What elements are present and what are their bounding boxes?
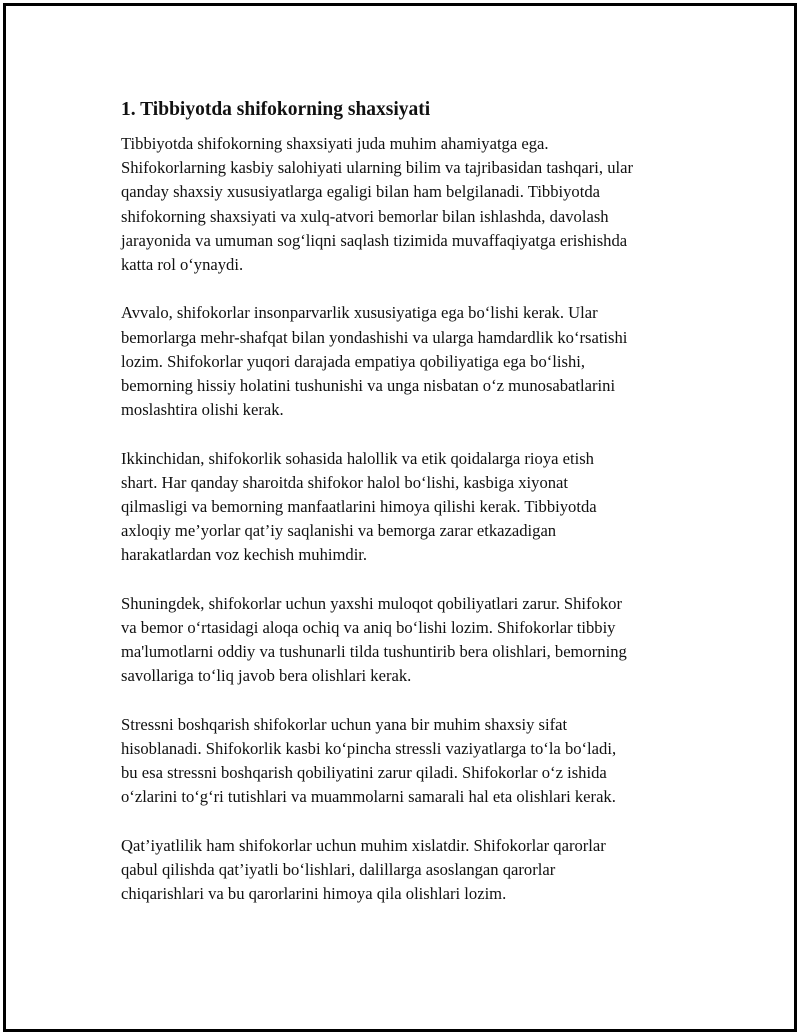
paragraph-humanism xyxy=(121,301,701,422)
text-line: bemorlarga mehr-shafqat bilan yondashishi va ularga hamdardlik ko‘rsatishi xyxy=(121,327,628,347)
text-line: savollariga to‘liq javob bera olishlari kerak. xyxy=(121,666,412,686)
text-line: lozim. Shifokorlar yuqori darajada empatiya qobiliyatiga ega bo‘lishi, xyxy=(121,351,586,371)
text-line: ma'lumotlarni oddiy va tushunarli tilda tushuntirib bera olishlari, bemorning xyxy=(121,642,627,662)
text-line: jarayonida va umuman sog‘liqni saqlash tizimida muvaffaqiyatga erishishda xyxy=(121,230,628,250)
text-line: Shuningdek, shifokorlar uchun yaxshi muloqot qobiliyatlari zarur. Shifokor xyxy=(121,593,622,613)
section-heading: 1. Tibbiyotda shifokorning shaxsiyati xyxy=(121,99,431,120)
text-line: Avvalo, shifokorlar insonparvarlik xususiyatiga ega bo‘lishi kerak. Ular xyxy=(121,303,598,323)
text-line: o‘zlarini to‘g‘ri tutishlari va muammolarni samarali hal eta olishlari kerak. xyxy=(121,787,616,807)
text-line: hisoblanadi. Shifokorlik kasbi ko‘pincha stressli vaziyatlarga to‘la bo‘ladi, xyxy=(121,739,617,759)
text-line: Tibbiyotda shifokorning shaxsiyati juda muhim ahamiyatga ega. xyxy=(121,134,549,153)
text-line: shifokorning shaxsiyati va xulq-atvori bemorlar bilan ishlashda, davolash xyxy=(121,206,609,226)
paragraph-stress xyxy=(121,713,701,810)
text-line: Ikkinchidan, shifokorlik sohasida halollik va etik qoidalarga rioya etish xyxy=(121,448,594,468)
text-line: axloqiy me’yorlar qat’iy saqlanishi va bemorga zarar etkazadigan xyxy=(121,521,557,541)
text-line: va bemor o‘rtasidagi aloqa ochiq va aniq bo‘lishi lozim. Shifokorlar tibbiy xyxy=(121,618,616,638)
text-line: shart. Har qanday sharoitda shifokor halol bo‘lishi, kasbiga xiyonat xyxy=(121,472,569,492)
text-line: harakatlardan voz kechish muhimdir. xyxy=(121,545,368,565)
text-line: Shifokorlarning kasbiy salohiyati ularning bilim va tajribasidan tashqari, ular xyxy=(121,158,633,178)
page-frame xyxy=(3,3,797,1032)
text-line: qilmasligi va bemorning manfaatlarini himoya qilishi kerak. Tibbiyotda xyxy=(121,497,597,517)
paragraph-intro xyxy=(121,132,701,277)
text-line: Qat’iyatlilik ham shifokorlar uchun muhim xislatdir. Shifokorlar qarorlar xyxy=(121,835,606,855)
text-line: Stressni boshqarish shifokorlar uchun yana bir muhim shaxsiy sifat xyxy=(121,714,568,734)
paragraph-determination xyxy=(121,834,701,907)
text-line: moslashtira olishi kerak. xyxy=(121,400,284,420)
paragraph-honesty xyxy=(121,447,701,568)
text-line: bemorning hissiy holatini tushunishi va unga nisbatan o‘z munosabatlarini xyxy=(121,376,616,396)
document-body xyxy=(121,96,701,931)
paragraph-communication xyxy=(121,592,701,689)
text-line: chiqarishlari va bu qarorlarini himoya qila olishlari lozim. xyxy=(121,884,507,904)
text-line: qanday shaxsiy xususiyatlarga egaligi bilan ham belgilanadi. Tibbiyotda xyxy=(121,182,600,202)
text-line: qabul qilishda qat’iyatli bo‘lishlari, dalillarga asoslangan qarorlar xyxy=(121,860,556,880)
text-line: bu esa stressni boshqarish qobiliyatini zarur qiladi. Shifokorlar o‘z ishida xyxy=(121,763,607,783)
text-line: katta rol o‘ynaydi. xyxy=(121,255,244,275)
